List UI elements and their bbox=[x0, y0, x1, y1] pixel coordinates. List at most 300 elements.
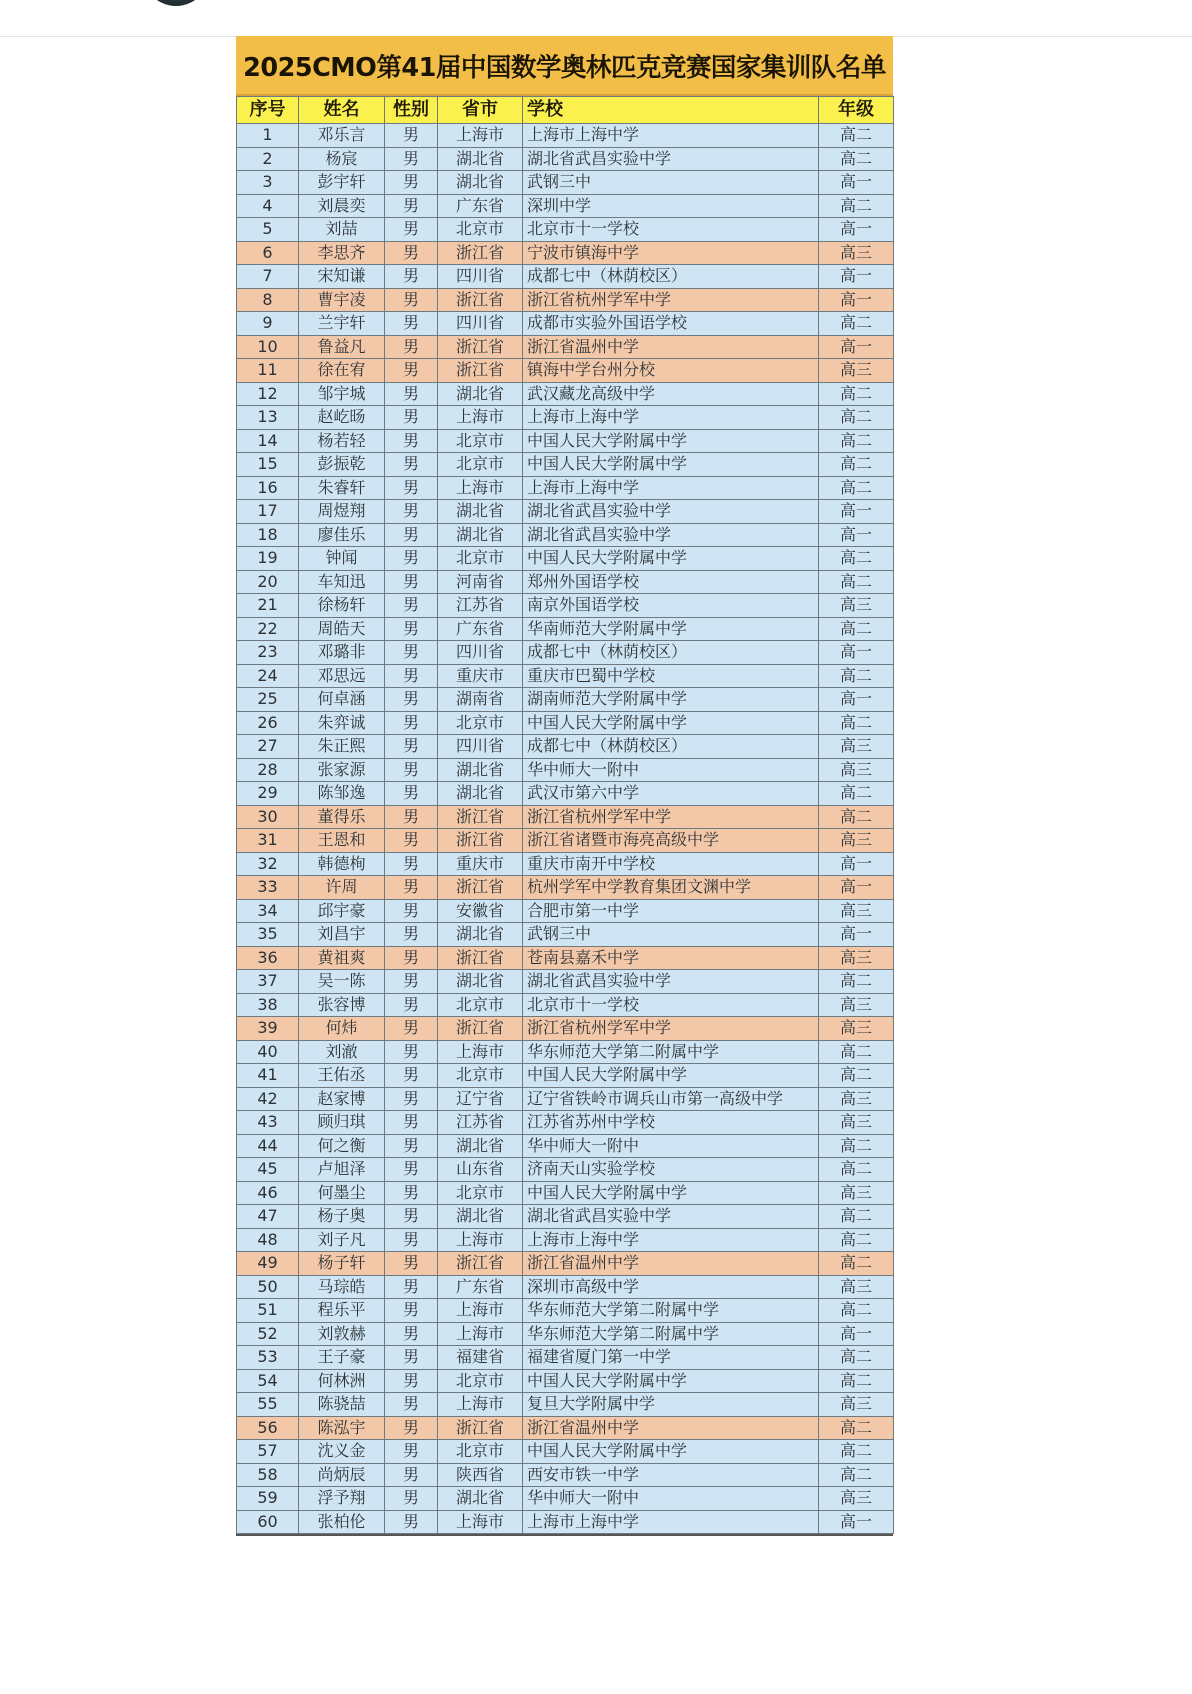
cell-province: 浙江省 bbox=[438, 1252, 523, 1276]
cell-grade: 高二 bbox=[819, 312, 894, 336]
cell-name: 董得乐 bbox=[299, 805, 385, 829]
table-row bbox=[237, 1134, 894, 1158]
cell-province: 湖北省 bbox=[438, 147, 523, 171]
cell-grade: 高一 bbox=[819, 876, 894, 900]
cell-grade: 高一 bbox=[819, 1510, 894, 1534]
cell-sex: 男 bbox=[385, 1111, 438, 1135]
cell-name: 何林洲 bbox=[299, 1369, 385, 1393]
cell-sex: 男 bbox=[385, 617, 438, 641]
cell-sex: 男 bbox=[385, 876, 438, 900]
cell-grade: 高一 bbox=[819, 923, 894, 947]
cell-school: 浙江省温州中学 bbox=[523, 1416, 819, 1440]
table-row bbox=[237, 1510, 894, 1534]
cell-name: 马琮皓 bbox=[299, 1275, 385, 1299]
header-grade: 年级 bbox=[819, 97, 894, 124]
cell-school: 成都七中（林荫校区） bbox=[523, 735, 819, 759]
cell-province: 湖北省 bbox=[438, 970, 523, 994]
cell-no: 10 bbox=[237, 335, 299, 359]
cell-sex: 男 bbox=[385, 288, 438, 312]
cell-grade: 高二 bbox=[819, 406, 894, 430]
cell-grade: 高二 bbox=[819, 1440, 894, 1464]
cell-name: 刘晨奕 bbox=[299, 194, 385, 218]
cell-no: 48 bbox=[237, 1228, 299, 1252]
cell-sex: 男 bbox=[385, 688, 438, 712]
cell-no: 53 bbox=[237, 1346, 299, 1370]
cell-no: 46 bbox=[237, 1181, 299, 1205]
cell-school: 湖北省武昌实验中学 bbox=[523, 1205, 819, 1229]
cell-no: 44 bbox=[237, 1134, 299, 1158]
cell-school: 西安市铁一中学 bbox=[523, 1463, 819, 1487]
cell-no: 40 bbox=[237, 1040, 299, 1064]
cell-grade: 高二 bbox=[819, 1040, 894, 1064]
cell-province: 湖北省 bbox=[438, 1134, 523, 1158]
cell-grade: 高二 bbox=[819, 1346, 894, 1370]
cell-grade: 高二 bbox=[819, 970, 894, 994]
table-row bbox=[237, 500, 894, 524]
cell-school: 宁波市镇海中学 bbox=[523, 241, 819, 265]
cell-school: 华东师范大学第二附属中学 bbox=[523, 1040, 819, 1064]
table-row bbox=[237, 1252, 894, 1276]
page-title: 2025CMO第41届中国数学奥林匹克竞赛国家集训队名单 bbox=[236, 36, 893, 96]
cell-name: 周煜翔 bbox=[299, 500, 385, 524]
roster-table bbox=[236, 96, 894, 1534]
cell-sex: 男 bbox=[385, 594, 438, 618]
table-row bbox=[237, 946, 894, 970]
cell-no: 6 bbox=[237, 241, 299, 265]
cell-grade: 高三 bbox=[819, 1181, 894, 1205]
table-row bbox=[237, 335, 894, 359]
cell-sex: 男 bbox=[385, 1158, 438, 1182]
cell-sex: 男 bbox=[385, 829, 438, 853]
cell-sex: 男 bbox=[385, 664, 438, 688]
cell-sex: 男 bbox=[385, 1299, 438, 1323]
cell-name: 许周 bbox=[299, 876, 385, 900]
cell-name: 张柏伦 bbox=[299, 1510, 385, 1534]
cell-no: 56 bbox=[237, 1416, 299, 1440]
cell-school: 北京市十一学校 bbox=[523, 218, 819, 242]
cell-name: 刘昌宇 bbox=[299, 923, 385, 947]
cell-province: 湖北省 bbox=[438, 382, 523, 406]
cell-school: 中国人民大学附属中学 bbox=[523, 1064, 819, 1088]
cell-no: 19 bbox=[237, 547, 299, 571]
cell-grade: 高三 bbox=[819, 359, 894, 383]
cell-name: 尚炳辰 bbox=[299, 1463, 385, 1487]
cell-school: 南京外国语学校 bbox=[523, 594, 819, 618]
cell-grade: 高三 bbox=[819, 1275, 894, 1299]
cell-sex: 男 bbox=[385, 453, 438, 477]
cell-sex: 男 bbox=[385, 1228, 438, 1252]
cell-name: 徐杨轩 bbox=[299, 594, 385, 618]
table-row bbox=[237, 382, 894, 406]
cell-school: 上海市上海中学 bbox=[523, 1228, 819, 1252]
table-row bbox=[237, 1440, 894, 1464]
cell-no: 22 bbox=[237, 617, 299, 641]
cell-grade: 高二 bbox=[819, 664, 894, 688]
table-row bbox=[237, 1064, 894, 1088]
cell-school: 武钢三中 bbox=[523, 923, 819, 947]
cell-sex: 男 bbox=[385, 1205, 438, 1229]
table-row bbox=[237, 171, 894, 195]
cell-grade: 高二 bbox=[819, 617, 894, 641]
cell-school: 上海市上海中学 bbox=[523, 124, 819, 148]
cell-no: 5 bbox=[237, 218, 299, 242]
cell-province: 广东省 bbox=[438, 1275, 523, 1299]
cell-grade: 高一 bbox=[819, 1322, 894, 1346]
table-row bbox=[237, 711, 894, 735]
header-sex: 性别 bbox=[385, 97, 438, 124]
cell-province: 四川省 bbox=[438, 641, 523, 665]
cell-name: 张容博 bbox=[299, 993, 385, 1017]
cell-grade: 高二 bbox=[819, 1228, 894, 1252]
cell-school: 浙江省杭州学军中学 bbox=[523, 288, 819, 312]
cell-name: 陈泓宇 bbox=[299, 1416, 385, 1440]
cell-name: 邹宇城 bbox=[299, 382, 385, 406]
cell-grade: 高二 bbox=[819, 782, 894, 806]
table-row bbox=[237, 993, 894, 1017]
cell-school: 成都七中（林荫校区） bbox=[523, 265, 819, 289]
cell-sex: 男 bbox=[385, 1017, 438, 1041]
cell-province: 浙江省 bbox=[438, 946, 523, 970]
table-row bbox=[237, 617, 894, 641]
cell-school: 中国人民大学附属中学 bbox=[523, 429, 819, 453]
cell-grade: 高三 bbox=[819, 1487, 894, 1511]
cell-school: 湖北省武昌实验中学 bbox=[523, 500, 819, 524]
cell-no: 55 bbox=[237, 1393, 299, 1417]
cell-school: 华东师范大学第二附属中学 bbox=[523, 1299, 819, 1323]
cell-province: 北京市 bbox=[438, 218, 523, 242]
cell-province: 浙江省 bbox=[438, 1416, 523, 1440]
cell-grade: 高三 bbox=[819, 1111, 894, 1135]
cell-grade: 高三 bbox=[819, 758, 894, 782]
cell-province: 辽宁省 bbox=[438, 1087, 523, 1111]
cell-name: 邓乐言 bbox=[299, 124, 385, 148]
cell-province: 北京市 bbox=[438, 1440, 523, 1464]
cell-school: 华东师范大学第二附属中学 bbox=[523, 1322, 819, 1346]
cell-school: 上海市上海中学 bbox=[523, 406, 819, 430]
cell-name: 邓思远 bbox=[299, 664, 385, 688]
cell-name: 王子豪 bbox=[299, 1346, 385, 1370]
cell-grade: 高二 bbox=[819, 476, 894, 500]
roster-image bbox=[236, 36, 893, 1536]
cell-sex: 男 bbox=[385, 570, 438, 594]
cell-grade: 高二 bbox=[819, 711, 894, 735]
table-row bbox=[237, 523, 894, 547]
cell-no: 37 bbox=[237, 970, 299, 994]
cell-school: 辽宁省铁岭市调兵山市第一高级中学 bbox=[523, 1087, 819, 1111]
cell-no: 32 bbox=[237, 852, 299, 876]
cell-grade: 高二 bbox=[819, 382, 894, 406]
cell-sex: 男 bbox=[385, 1134, 438, 1158]
cell-school: 浙江省温州中学 bbox=[523, 335, 819, 359]
cell-province: 重庆市 bbox=[438, 664, 523, 688]
cell-province: 广东省 bbox=[438, 194, 523, 218]
table-row bbox=[237, 805, 894, 829]
cell-no: 21 bbox=[237, 594, 299, 618]
cell-province: 浙江省 bbox=[438, 359, 523, 383]
cell-no: 7 bbox=[237, 265, 299, 289]
table-row bbox=[237, 782, 894, 806]
cell-grade: 高二 bbox=[819, 1463, 894, 1487]
cell-no: 35 bbox=[237, 923, 299, 947]
cell-no: 23 bbox=[237, 641, 299, 665]
table-row bbox=[237, 241, 894, 265]
cell-school: 湖北省武昌实验中学 bbox=[523, 147, 819, 171]
cell-name: 杨子轩 bbox=[299, 1252, 385, 1276]
cell-grade: 高一 bbox=[819, 523, 894, 547]
cell-grade: 高一 bbox=[819, 288, 894, 312]
table-row bbox=[237, 735, 894, 759]
cell-school: 上海市上海中学 bbox=[523, 476, 819, 500]
table-row bbox=[237, 1299, 894, 1323]
cell-name: 钟闻 bbox=[299, 547, 385, 571]
cell-no: 39 bbox=[237, 1017, 299, 1041]
table-row bbox=[237, 852, 894, 876]
table-row bbox=[237, 265, 894, 289]
cell-sex: 男 bbox=[385, 429, 438, 453]
cell-school: 湖北省武昌实验中学 bbox=[523, 523, 819, 547]
cell-name: 何之衡 bbox=[299, 1134, 385, 1158]
cell-sex: 男 bbox=[385, 735, 438, 759]
table-row bbox=[237, 218, 894, 242]
cell-school: 合肥市第一中学 bbox=[523, 899, 819, 923]
table-row bbox=[237, 1322, 894, 1346]
table-row bbox=[237, 1463, 894, 1487]
cell-grade: 高三 bbox=[819, 735, 894, 759]
table-row bbox=[237, 1275, 894, 1299]
cell-grade: 高一 bbox=[819, 852, 894, 876]
cell-province: 江苏省 bbox=[438, 1111, 523, 1135]
cell-province: 上海市 bbox=[438, 1228, 523, 1252]
cell-school: 湖北省武昌实验中学 bbox=[523, 970, 819, 994]
cell-school: 中国人民大学附属中学 bbox=[523, 711, 819, 735]
cell-name: 韩德栒 bbox=[299, 852, 385, 876]
cell-name: 曹宇凌 bbox=[299, 288, 385, 312]
table-row bbox=[237, 1416, 894, 1440]
cell-province: 湖北省 bbox=[438, 1205, 523, 1229]
cell-name: 卢旭泽 bbox=[299, 1158, 385, 1182]
cell-no: 17 bbox=[237, 500, 299, 524]
cell-sex: 男 bbox=[385, 1440, 438, 1464]
cell-name: 浮予翔 bbox=[299, 1487, 385, 1511]
cell-name: 刘敦赫 bbox=[299, 1322, 385, 1346]
cell-sex: 男 bbox=[385, 970, 438, 994]
cell-province: 湖南省 bbox=[438, 688, 523, 712]
cell-sex: 男 bbox=[385, 1393, 438, 1417]
cell-no: 50 bbox=[237, 1275, 299, 1299]
cell-sex: 男 bbox=[385, 1087, 438, 1111]
cell-name: 赵屹旸 bbox=[299, 406, 385, 430]
cell-no: 34 bbox=[237, 899, 299, 923]
cell-province: 湖北省 bbox=[438, 500, 523, 524]
cell-sex: 男 bbox=[385, 852, 438, 876]
cell-province: 上海市 bbox=[438, 476, 523, 500]
cell-name: 彭宇轩 bbox=[299, 171, 385, 195]
cell-name: 张家源 bbox=[299, 758, 385, 782]
cell-province: 浙江省 bbox=[438, 829, 523, 853]
cell-name: 王恩和 bbox=[299, 829, 385, 853]
cell-name: 何墨尘 bbox=[299, 1181, 385, 1205]
cell-no: 11 bbox=[237, 359, 299, 383]
cell-school: 重庆市巴蜀中学校 bbox=[523, 664, 819, 688]
table-row bbox=[237, 829, 894, 853]
cell-no: 47 bbox=[237, 1205, 299, 1229]
cell-no: 43 bbox=[237, 1111, 299, 1135]
cell-school: 福建省厦门第一中学 bbox=[523, 1346, 819, 1370]
cell-grade: 高三 bbox=[819, 1393, 894, 1417]
cell-sex: 男 bbox=[385, 711, 438, 735]
cell-no: 26 bbox=[237, 711, 299, 735]
cell-name: 邓璐非 bbox=[299, 641, 385, 665]
cell-school: 浙江省诸暨市海亮高级中学 bbox=[523, 829, 819, 853]
cell-sex: 男 bbox=[385, 946, 438, 970]
cell-province: 湖北省 bbox=[438, 171, 523, 195]
table-row bbox=[237, 1158, 894, 1182]
cell-no: 8 bbox=[237, 288, 299, 312]
table-row bbox=[237, 147, 894, 171]
cell-name: 刘澈 bbox=[299, 1040, 385, 1064]
cell-school: 镇海中学台州分校 bbox=[523, 359, 819, 383]
cell-no: 60 bbox=[237, 1510, 299, 1534]
cell-province: 上海市 bbox=[438, 1040, 523, 1064]
cell-grade: 高二 bbox=[819, 547, 894, 571]
cell-sex: 男 bbox=[385, 1416, 438, 1440]
cell-grade: 高一 bbox=[819, 335, 894, 359]
table-row bbox=[237, 429, 894, 453]
cell-name: 周皓天 bbox=[299, 617, 385, 641]
cell-name: 朱睿轩 bbox=[299, 476, 385, 500]
cell-school: 重庆市南开中学校 bbox=[523, 852, 819, 876]
cell-name: 刘子凡 bbox=[299, 1228, 385, 1252]
cell-school: 华南师范大学附属中学 bbox=[523, 617, 819, 641]
cell-sex: 男 bbox=[385, 218, 438, 242]
table-row bbox=[237, 453, 894, 477]
cell-province: 北京市 bbox=[438, 547, 523, 571]
cell-no: 31 bbox=[237, 829, 299, 853]
cell-sex: 男 bbox=[385, 523, 438, 547]
cell-province: 四川省 bbox=[438, 735, 523, 759]
cell-grade: 高一 bbox=[819, 171, 894, 195]
cell-school: 中国人民大学附属中学 bbox=[523, 1181, 819, 1205]
cell-grade: 高一 bbox=[819, 688, 894, 712]
cell-name: 鲁益凡 bbox=[299, 335, 385, 359]
table-row bbox=[237, 194, 894, 218]
cell-province: 山东省 bbox=[438, 1158, 523, 1182]
table-row bbox=[237, 359, 894, 383]
cell-province: 北京市 bbox=[438, 453, 523, 477]
cell-sex: 男 bbox=[385, 899, 438, 923]
cell-province: 上海市 bbox=[438, 1322, 523, 1346]
cell-grade: 高三 bbox=[819, 241, 894, 265]
cell-no: 51 bbox=[237, 1299, 299, 1323]
cell-province: 湖北省 bbox=[438, 523, 523, 547]
cell-school: 浙江省杭州学军中学 bbox=[523, 1017, 819, 1041]
cell-grade: 高三 bbox=[819, 829, 894, 853]
cell-province: 浙江省 bbox=[438, 876, 523, 900]
cell-grade: 高三 bbox=[819, 1087, 894, 1111]
cell-name: 刘喆 bbox=[299, 218, 385, 242]
cell-grade: 高二 bbox=[819, 1299, 894, 1323]
cell-province: 上海市 bbox=[438, 1510, 523, 1534]
cell-sex: 男 bbox=[385, 1275, 438, 1299]
cell-name: 杨宸 bbox=[299, 147, 385, 171]
cell-province: 北京市 bbox=[438, 1064, 523, 1088]
cell-school: 上海市上海中学 bbox=[523, 1510, 819, 1534]
table-header-row bbox=[237, 97, 894, 124]
cell-province: 上海市 bbox=[438, 124, 523, 148]
table-row bbox=[237, 923, 894, 947]
cell-sex: 男 bbox=[385, 147, 438, 171]
cell-school: 华中师大一附中 bbox=[523, 1134, 819, 1158]
cell-sex: 男 bbox=[385, 923, 438, 947]
cell-no: 57 bbox=[237, 1440, 299, 1464]
avatar[interactable] bbox=[143, 0, 209, 6]
cell-school: 中国人民大学附属中学 bbox=[523, 1440, 819, 1464]
cell-grade: 高一 bbox=[819, 218, 894, 242]
cell-name: 陈骁喆 bbox=[299, 1393, 385, 1417]
cell-grade: 高一 bbox=[819, 500, 894, 524]
header-school: 学校 bbox=[523, 97, 819, 124]
cell-province: 湖北省 bbox=[438, 782, 523, 806]
cell-province: 浙江省 bbox=[438, 805, 523, 829]
cell-no: 12 bbox=[237, 382, 299, 406]
table-row bbox=[237, 1181, 894, 1205]
cell-grade: 高二 bbox=[819, 1064, 894, 1088]
table-row bbox=[237, 1369, 894, 1393]
cell-province: 浙江省 bbox=[438, 288, 523, 312]
cell-name: 赵家博 bbox=[299, 1087, 385, 1111]
cell-grade: 高二 bbox=[819, 1416, 894, 1440]
cell-no: 28 bbox=[237, 758, 299, 782]
cell-sex: 男 bbox=[385, 241, 438, 265]
cell-school: 江苏省苏州中学校 bbox=[523, 1111, 819, 1135]
cell-province: 四川省 bbox=[438, 265, 523, 289]
cell-no: 14 bbox=[237, 429, 299, 453]
cell-sex: 男 bbox=[385, 1064, 438, 1088]
cell-school: 成都七中（林荫校区） bbox=[523, 641, 819, 665]
table-row bbox=[237, 641, 894, 665]
cell-no: 41 bbox=[237, 1064, 299, 1088]
cell-school: 中国人民大学附属中学 bbox=[523, 547, 819, 571]
cell-grade: 高一 bbox=[819, 641, 894, 665]
cell-school: 华中师大一附中 bbox=[523, 758, 819, 782]
cell-grade: 高二 bbox=[819, 429, 894, 453]
cell-province: 北京市 bbox=[438, 993, 523, 1017]
cell-sex: 男 bbox=[385, 1510, 438, 1534]
cell-sex: 男 bbox=[385, 547, 438, 571]
cell-province: 湖北省 bbox=[438, 1487, 523, 1511]
cell-name: 顾归琪 bbox=[299, 1111, 385, 1135]
table-row bbox=[237, 1346, 894, 1370]
cell-school: 中国人民大学附属中学 bbox=[523, 1369, 819, 1393]
cell-name: 李思齐 bbox=[299, 241, 385, 265]
table-row bbox=[237, 1228, 894, 1252]
cell-province: 北京市 bbox=[438, 1369, 523, 1393]
cell-grade: 高二 bbox=[819, 1158, 894, 1182]
table-row bbox=[237, 876, 894, 900]
cell-sex: 男 bbox=[385, 335, 438, 359]
cell-grade: 高一 bbox=[819, 265, 894, 289]
cell-grade: 高三 bbox=[819, 594, 894, 618]
cell-no: 25 bbox=[237, 688, 299, 712]
cell-sex: 男 bbox=[385, 641, 438, 665]
cell-grade: 高二 bbox=[819, 1134, 894, 1158]
cell-sex: 男 bbox=[385, 1322, 438, 1346]
cell-no: 13 bbox=[237, 406, 299, 430]
cell-sex: 男 bbox=[385, 124, 438, 148]
cell-name: 吴一陈 bbox=[299, 970, 385, 994]
cell-no: 24 bbox=[237, 664, 299, 688]
cell-grade: 高三 bbox=[819, 993, 894, 1017]
